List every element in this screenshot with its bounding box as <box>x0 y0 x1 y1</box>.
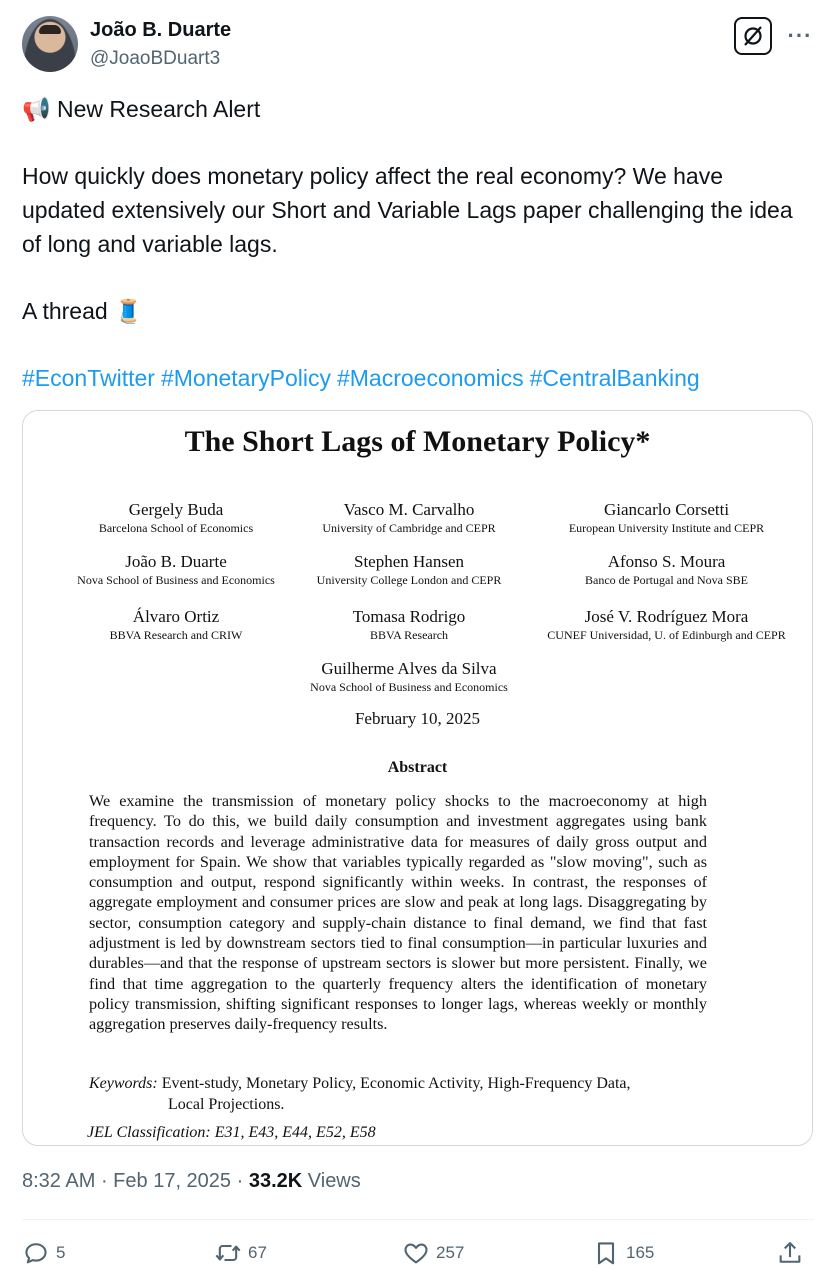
paper-author <box>284 500 534 536</box>
hashtags <box>22 361 812 395</box>
abstract-text: We examine the transmission of monetary policy shocks to the macroeconomy at high frequency. To do this, we build daily consumption and investment aggregates using bank transaction records and leverage administrative data for measures of daily gross output and employment for Spain. We show that variables typically regarded as "slow moving", such as consumption and output, respond significantly within weeks. In contrast, the responses of aggregate employment and consumer prices are slow and peak at long lags. Disaggregating by sector, consumption category and supply-chain distance to final demand, we find that fast adjustment is led by downstream sectors tied to final consumption—in particular luxuries and durables—and that the response of upstream sectors is slower but more persistent. Finally, we find that time aggregation to the quarterly frequency alters the identification of monetary policy transmission, shifting significant responses to longer lags, whereas weekly or monthly aggregation preserves daily-frequency results. <box>89 792 707 1034</box>
author-name-text: Vasco M. Carvalho <box>343 500 475 519</box>
paper-date: February 10, 2025 <box>354 709 481 728</box>
separator: · <box>95 1170 114 1192</box>
author-affiliation: CUNEF Universidad, U. of Edinburgh and CEPR <box>547 628 786 642</box>
keywords-line-1: Event-study, Monetary Policy, Economic Activity, High-Frequency Data, <box>161 1075 631 1092</box>
paper-author <box>51 607 301 643</box>
author-name-text: Afonso S. Moura <box>607 552 726 571</box>
jel-codes: E31, E43, E44, E52, E58 <box>214 1124 376 1141</box>
author-affiliation: University College London and CEPR <box>316 573 502 587</box>
abstract-heading: Abstract <box>387 759 448 776</box>
paper-author <box>51 552 301 588</box>
paper-author <box>284 607 534 643</box>
repost-count: 67 <box>248 1243 267 1262</box>
reply-icon <box>22 1239 50 1267</box>
bookmark-count: 165 <box>626 1243 655 1262</box>
hashtag-link[interactable]: #MonetaryPolicy <box>160 365 331 391</box>
paper-author <box>284 659 534 695</box>
paper-title: The Short Lags of Monetary Policy* <box>184 425 651 458</box>
author-affiliation: Barcelona School of Economics <box>98 521 254 535</box>
divider <box>22 1219 814 1220</box>
paper-author <box>51 500 301 536</box>
author-name-text: Tomasa Rodrigo <box>352 607 466 626</box>
repost-button[interactable] <box>214 1236 267 1270</box>
author-affiliation: European University Institute and CEPR <box>568 521 765 535</box>
author-affiliation: BBVA Research and CRIW <box>109 628 243 642</box>
paper-author <box>539 500 794 536</box>
author-name-text: Gergely Buda <box>128 500 224 519</box>
tweet-meta <box>22 1170 361 1193</box>
tweet-line-body: How quickly does monetary policy affect the real economy? We have updated extensively our Short and Variable Lags paper challenging the idea of long and variable lags. <box>22 163 793 257</box>
tweet-line-thread: A thread 🧵 <box>22 298 143 324</box>
share-icon <box>776 1239 804 1267</box>
keywords-label: Keywords: <box>89 1075 158 1092</box>
like-count: 257 <box>436 1243 465 1262</box>
grok-button[interactable] <box>734 17 772 55</box>
separator: · <box>231 1170 249 1192</box>
author-name-text: João B. Duarte <box>125 552 227 571</box>
jel-label: JEL Classification: <box>87 1124 211 1141</box>
author-name-text: José V. Rodríguez Mora <box>584 607 749 626</box>
tweet-text <box>22 92 812 395</box>
reply-button[interactable] <box>22 1236 65 1270</box>
hashtag-link[interactable]: #EconTwitter <box>22 365 155 391</box>
keywords <box>89 1073 729 1115</box>
author-name-text: Guilherme Alves da Silva <box>321 659 497 678</box>
tweet-time[interactable]: 8:32 AM <box>22 1170 96 1192</box>
paper-author <box>284 552 534 588</box>
author-name-text: Giancarlo Corsetti <box>603 500 730 519</box>
tweet-date[interactable]: Feb 17, 2025 <box>113 1170 232 1192</box>
share-button[interactable] <box>776 1236 804 1270</box>
paper-author <box>539 552 794 588</box>
keywords-line-2: Local Projections. <box>168 1096 285 1113</box>
hashtag-link[interactable]: #Macroeconomics <box>336 365 524 391</box>
author-affiliation: Nova School of Business and Economics <box>310 680 508 694</box>
views-label: Views <box>307 1170 361 1192</box>
attached-image[interactable] <box>22 410 813 1146</box>
reply-count: 5 <box>56 1243 66 1262</box>
tweet-line-alert: 📢 New Research Alert <box>22 96 261 122</box>
action-bar <box>22 1236 814 1270</box>
jel-classification <box>87 1124 376 1142</box>
bookmark-icon <box>592 1239 620 1267</box>
bookmark-button[interactable] <box>592 1236 654 1270</box>
repost-icon <box>214 1239 242 1267</box>
ellipsis-icon: ··· <box>787 23 813 48</box>
views-count: 33.2K <box>248 1170 303 1192</box>
author-name-text: Stephen Hansen <box>353 552 464 571</box>
more-options-button[interactable] <box>786 22 814 50</box>
tweet-header <box>22 16 814 74</box>
like-button[interactable] <box>402 1236 464 1270</box>
author-name[interactable]: João B. Duarte <box>90 19 232 41</box>
author-affiliation: University of Cambridge and CEPR <box>322 521 496 535</box>
author-handle[interactable]: @JoaoBDuart3 <box>90 48 221 69</box>
hashtag-link[interactable]: #CentralBanking <box>529 365 700 391</box>
avatar[interactable] <box>22 16 78 72</box>
grok-icon <box>741 24 765 48</box>
paper-author <box>529 607 804 643</box>
heart-icon <box>402 1239 430 1267</box>
author-name-text: Álvaro Ortiz <box>132 607 220 626</box>
author-affiliation: Banco de Portugal and Nova SBE <box>585 573 748 587</box>
author-affiliation: BBVA Research <box>369 628 449 642</box>
author-affiliation: Nova School of Business and Economics <box>77 573 275 587</box>
